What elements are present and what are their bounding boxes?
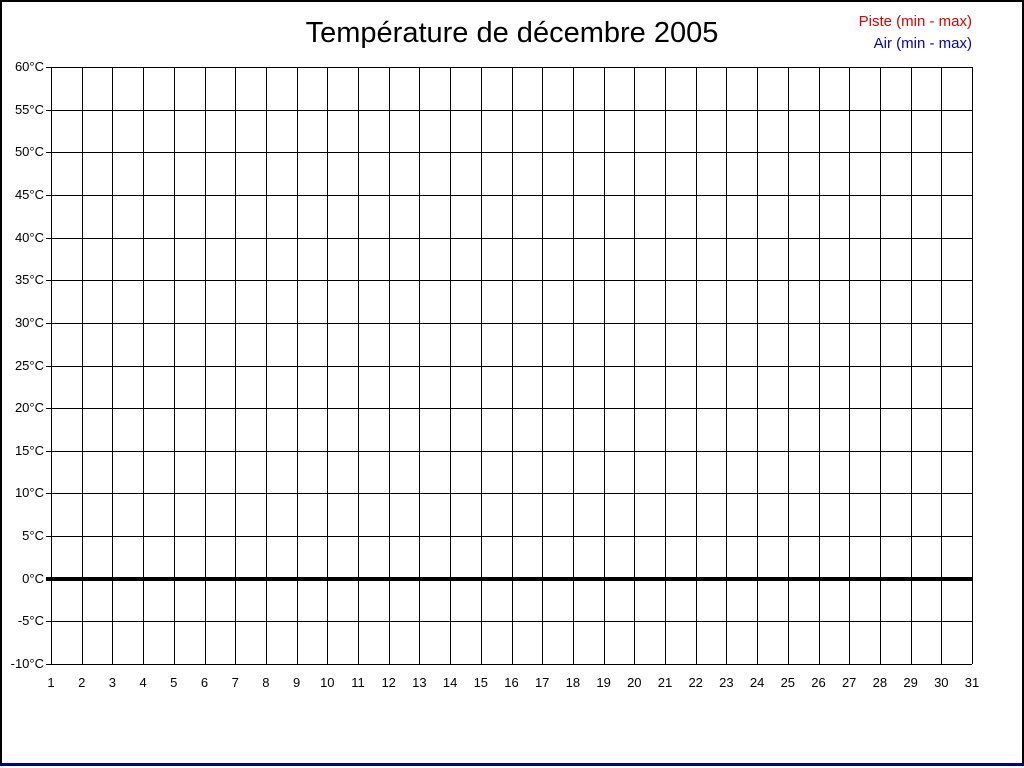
x-axis-day-label: 13 [412,675,427,690]
x-axis-day-label: 7 [231,675,239,690]
x-axis-day-label: 1 [47,675,55,690]
y-axis-tick-label: 10°C [14,485,44,501]
y-axis-tick-label: -5°C [17,613,44,629]
gridline-vertical [389,67,390,664]
x-axis-day-label: 30 [934,675,949,690]
y-axis-tick-label: 30°C [14,314,44,330]
gridline-vertical [51,67,52,664]
x-axis-day-label: 28 [872,675,888,690]
y-axis-tick-label: -10°C [10,656,44,671]
x-axis-day-label: 9 [292,675,301,690]
x-axis-day-label: 16 [504,675,519,690]
x-axis-day-label: 31 [964,675,980,690]
x-axis-day-label: 19 [596,675,611,690]
gridline-horizontal [46,493,972,494]
gridline-vertical [819,67,820,664]
gridline-vertical [941,67,942,664]
y-axis-tick-label: 50°C [14,144,44,160]
x-axis-day-label: 25 [780,675,796,690]
gridline-vertical [266,67,267,664]
x-axis-day-label: 22 [688,675,703,690]
x-axis-day-label: 11 [351,675,365,690]
x-axis-day-label: 20 [627,675,642,690]
gridline-horizontal [46,67,972,68]
x-axis-day-label: 26 [811,675,826,690]
gridline-vertical [604,67,605,664]
y-axis-tick-label: 55°C [14,101,44,117]
x-axis-day-label: 6 [200,675,209,690]
gridline-horizontal [46,110,972,111]
gridline-horizontal [46,152,972,153]
y-axis-tick-label: 35°C [14,272,44,288]
gridline-vertical [512,67,513,664]
gridline-horizontal [46,238,972,239]
gridline-vertical [358,67,359,664]
x-axis-day-label: 27 [841,675,857,690]
gridline-vertical [972,67,973,664]
gridline-vertical [757,67,758,664]
gridline-vertical [665,67,666,664]
gridline-vertical [205,67,206,664]
gridline-horizontal [46,408,972,409]
gridline-vertical [726,67,727,664]
gridline-horizontal [46,195,972,196]
gridline-vertical [542,67,543,664]
gridline-vertical [143,67,144,664]
gridline-vertical [112,67,113,664]
x-axis-day-label: 4 [139,675,147,690]
gridline-vertical [235,67,236,664]
gridline-horizontal [46,621,972,622]
zero-degree-baseline [46,577,972,581]
gridline-vertical [849,67,850,664]
x-axis-day-label: 24 [749,675,765,690]
legend-item-piste: Piste (min - max) [858,13,972,30]
x-axis-day-label: 21 [657,675,673,690]
x-axis-day-label: 18 [565,675,581,690]
gridline-vertical [911,67,912,664]
y-axis-tick-label: 20°C [14,400,44,416]
gridline-vertical [419,67,420,664]
gridline-horizontal [46,451,972,452]
gridline-vertical [174,67,175,664]
x-axis-day-label: 29 [903,675,918,690]
gridline-horizontal [46,536,972,537]
x-axis-day-label: 8 [262,675,270,690]
gridline-horizontal [46,323,972,324]
gridline-horizontal [46,280,972,281]
legend-item-air: Air (min - max) [873,35,972,52]
x-axis-day-label: 2 [78,675,86,690]
gridline-vertical [82,67,83,664]
x-axis-day-label: 15 [473,675,489,690]
gridline-vertical [788,67,789,664]
gridline-vertical [450,67,451,664]
chart-title: Température de décembre 2005 [305,17,719,49]
y-axis-tick-label: 15°C [14,442,44,458]
gridline-vertical [880,67,881,664]
x-axis-day-label: 12 [381,675,396,690]
y-axis-tick-label: 45°C [14,186,44,202]
gridline-vertical [297,67,298,664]
gridline-horizontal [46,664,972,665]
x-axis-day-label: 17 [534,675,550,690]
gridline-horizontal [46,366,972,367]
x-axis-day-label: 5 [170,675,178,690]
gridline-vertical [696,67,697,664]
y-axis-tick-label: 5°C [22,528,44,544]
gridline-vertical [327,67,328,664]
bottom-blue-bar [0,763,1024,766]
y-axis-tick-label: 0°C [22,570,44,586]
x-axis-day-label: 14 [442,675,458,690]
x-axis-day-label: 23 [719,675,734,690]
y-axis-tick-label: 60°C [14,59,44,74]
x-axis-day-label: 10 [320,675,335,690]
y-axis-tick-label: 25°C [14,357,44,373]
gridline-vertical [481,67,482,664]
gridline-vertical [634,67,635,664]
chart-legend [859,11,972,55]
x-axis-day-label: 3 [108,675,116,690]
y-axis-tick-label: 40°C [14,229,44,245]
gridline-vertical [573,67,574,664]
